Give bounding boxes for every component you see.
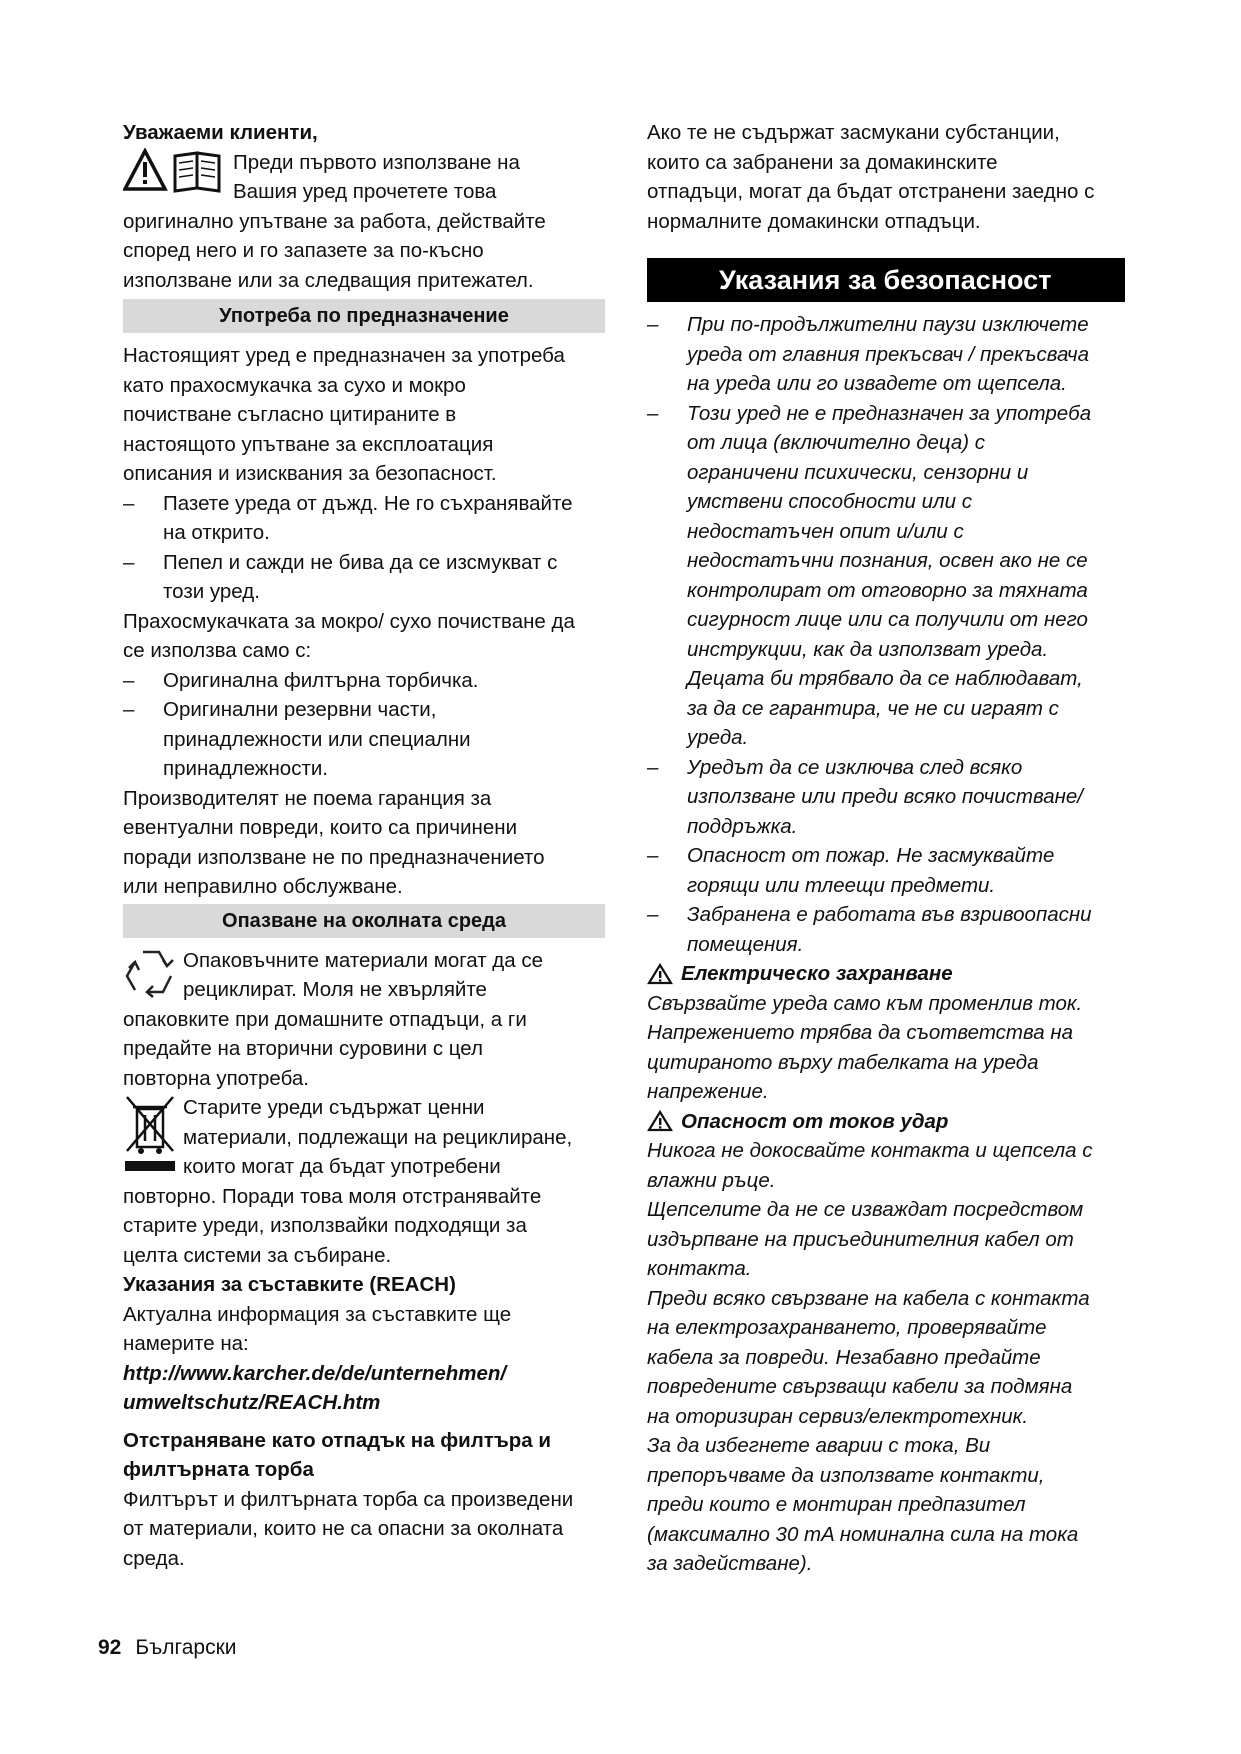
list-item [647,753,1125,842]
left-column [123,118,605,1573]
weee-line: които могат да бъдат употребени [183,1155,501,1178]
warning-manual-icon [123,148,227,194]
intro-line: Вашия уред прочетете това [233,180,497,203]
list-item-line: – Пепел и сажди не бива да се изсмукват с [163,550,558,574]
text-line: влажни ръце. [647,1168,776,1192]
text-line: повторно. Поради това моля отстранявайте [123,1184,542,1208]
text-line: от материали, които не са опасни за околната [123,1517,564,1540]
text-line: повредените свързващи кабели за подмяна [647,1375,1073,1398]
reach-title: Указания за съставките (REACH) [123,1273,456,1296]
list-item-line: – Уредът да се изключва след всяко [687,755,1023,779]
list-item-line: недостатъчни познания, освен ако не се [687,549,1088,572]
list-item-line: ограничени психически, сензорни и [687,460,1029,484]
list-item-line: поддръжка. [687,814,798,838]
list-item-line: сигурност лице или са получили от него [687,608,1088,631]
intro-line: Преди първото използване на [233,150,520,174]
text-line: Производителят не поема гаранция за [123,786,492,810]
text-line: Свързвайте уреда само към променлив ток. [647,991,1083,1015]
list-item-line: помещения. [687,932,804,956]
list-item-line: – Оригинални резервни части, [163,698,437,721]
weee-block [123,1093,605,1182]
text-line: Ако те не съдържат засмукани субстанции, [647,121,1060,144]
text-line: на електрозахранването, проверявайте [647,1316,1047,1339]
list-item-line: на уреда или го извадете от щепсела. [687,372,1067,395]
power-text [647,989,1125,1107]
shock-text [647,1136,1125,1579]
list-item-line: инструкции, как да използват уреда. [687,637,1049,661]
text-line: повторна употреба. [123,1066,309,1090]
list-item-line: уреда от главния прекъсвач / прекъсвача [687,342,1090,366]
text-line: като прахосмукачка за сухо и мокро [123,373,466,397]
text-line: Прахосмукачката за мокро/ сухо почистване да [123,609,575,633]
text-line: Щепселите да не се изваждат посредством [647,1198,1084,1221]
recycle-line: Опаковъчните материали могат да се [183,948,544,972]
reach-url[interactable]: umweltschutz/REACH.htm [123,1391,381,1414]
text-line: отпадъци, могат да бъдат отстранени заедно с [647,180,1095,203]
page-footer [98,1633,237,1663]
list-item-line: контролират от отговорно за тяхната [687,578,1088,602]
footer-language: Български [135,1636,237,1659]
text-line: издърпване на присъединителния кабел от [647,1227,1074,1251]
list-item [123,695,605,784]
text-line: целта системи за събиране. [123,1243,392,1267]
text-line: поради използване не по предназначението [123,845,545,869]
text-line: цитираното върху табелката на уреда [647,1050,1039,1074]
list-item-line: горящи или тлеещи предмети. [687,873,996,897]
list-item [123,666,605,696]
text-line: за задействане). [647,1552,813,1575]
text-line: преди които е монтиран предпазител [647,1493,1026,1516]
recycle-icon [123,946,179,998]
text-line: кабела за повреди. Незабавно предайте [647,1345,1041,1369]
weee-line: материали, подлежащи на рециклиране, [183,1125,573,1149]
recycle-line: рециклират. Моля не хвърляйте [183,978,487,1001]
list-item-line: от лица (включително деца) с [687,431,986,454]
text-line: описания и изисквания за безопасност. [123,462,497,485]
power-heading [647,959,1125,989]
text-line: контакта. [647,1257,752,1280]
text-line: Актуална информация за съставките ще [123,1302,512,1326]
section-title-environment: Опазване на околната среда [123,904,605,938]
list-item-line: използване или преди всяко почистване/ [687,785,1083,808]
list-item [647,900,1125,959]
shock-heading [647,1107,1125,1137]
text-line: Настоящият уред е предназначен за употреба [123,344,565,367]
weee-line: Старите уреди съдържат ценни [183,1096,485,1119]
list-item-line: – Този уред не е предназначен за употреба [687,401,1092,425]
recycle-block [123,946,605,1005]
list-item-line: – Опасност от пожар. Не засмуквайте [687,844,1055,867]
page-number: 92 [98,1636,122,1659]
text-line: За да избегнете аварии с тока, Ви [647,1434,991,1457]
list-item [647,399,1125,753]
list-item-line: – Оригинална филтърна торбичка. [163,668,479,692]
text-line: настоящото упътване за експлоатация [123,432,494,456]
list-item-line: – Пазете уреда от дъжд. Не го съхранявайте [163,491,573,515]
list-item [123,489,605,548]
list-item-line: този уред. [163,580,260,603]
text-line: опаковките при домашните отпадъци, а ги [123,1007,527,1031]
list-item-line: – При по-продължителни паузи изключете [687,313,1089,336]
warning-icon [647,1110,673,1132]
greeting: Уважаеми клиенти, [123,121,318,144]
text-line: напрежение. [647,1080,769,1103]
list-item-line: Децата би трябвало да се наблюдават, [687,667,1083,690]
list-item [647,841,1125,900]
list-item-line: принадлежности или специални [163,727,471,751]
text-line: старите уреди, използвайки подходящи за [123,1214,527,1237]
power-title: Електрическо захранване [681,962,953,985]
text-line: Никога не докосвайте контакта и щепсела с [647,1139,1093,1162]
text-line: среда. [123,1546,185,1570]
text-line: (максимално 30 mA номинална сила на тока [647,1522,1079,1546]
intro-line: използване или за следващия притежател. [123,268,534,292]
intro-block [123,148,605,207]
text-line: намерите на: [123,1332,249,1355]
list-item [647,310,1125,399]
list-item-line: умствени способности или с [687,490,972,513]
text-line: почистване съгласно цитираните в [123,403,457,426]
shock-title: Опасност от токов удар [681,1109,949,1133]
text-line: евентуални повреди, които са причинени [123,816,518,839]
list-item-line: недостатъчен опит и/или с [687,519,964,543]
warning-icon [647,963,673,985]
list-item [123,548,605,607]
list-item-line: принадлежности. [163,757,328,780]
safety-title: Указания за безопасност [647,258,1125,302]
text-line: предайте на вторични суровини с цел [123,1037,483,1060]
text-line: нормалните домакински отпадъци. [647,209,981,233]
list-item-line: на открито. [163,521,270,544]
text-line: които са забранени за домакинските [647,150,998,174]
right-column [647,118,1125,1579]
text-line: Напрежението трябва да съответства на [647,1021,1074,1044]
text-line: Филтърът и филтърната торба са произведени [123,1487,574,1511]
filter-title: филтърната торба [123,1458,314,1481]
list-item-line: – Забранена е работата във взривоопасни [687,903,1092,926]
list-item-line: за да се гарантира, че не си играят с [687,696,1059,720]
text-line: се използва само с: [123,639,312,662]
text-line: препоръчваме да използвате контакти, [647,1463,1045,1487]
text-line: на оторизиран сервиз/електротехник. [647,1404,1029,1428]
text-line: Преди всяко свързване на кабела с контакта [647,1286,1090,1310]
section-title-intended-use: Употреба по предназначение [123,299,605,333]
text-line: или неправилно обслужване. [123,875,403,898]
list-item-line: уреда. [687,726,749,749]
filter-title: Отстраняване като отпадък на филтъра и [123,1428,552,1452]
intro-line: според него и го запазете за по-късно [123,239,484,262]
crossed-bin-icon [123,1093,179,1179]
intro-line: оригинално упътване за работа, действайте [123,209,546,233]
reach-url[interactable]: http://www.karcher.de/de/unternehmen/ [123,1361,507,1385]
